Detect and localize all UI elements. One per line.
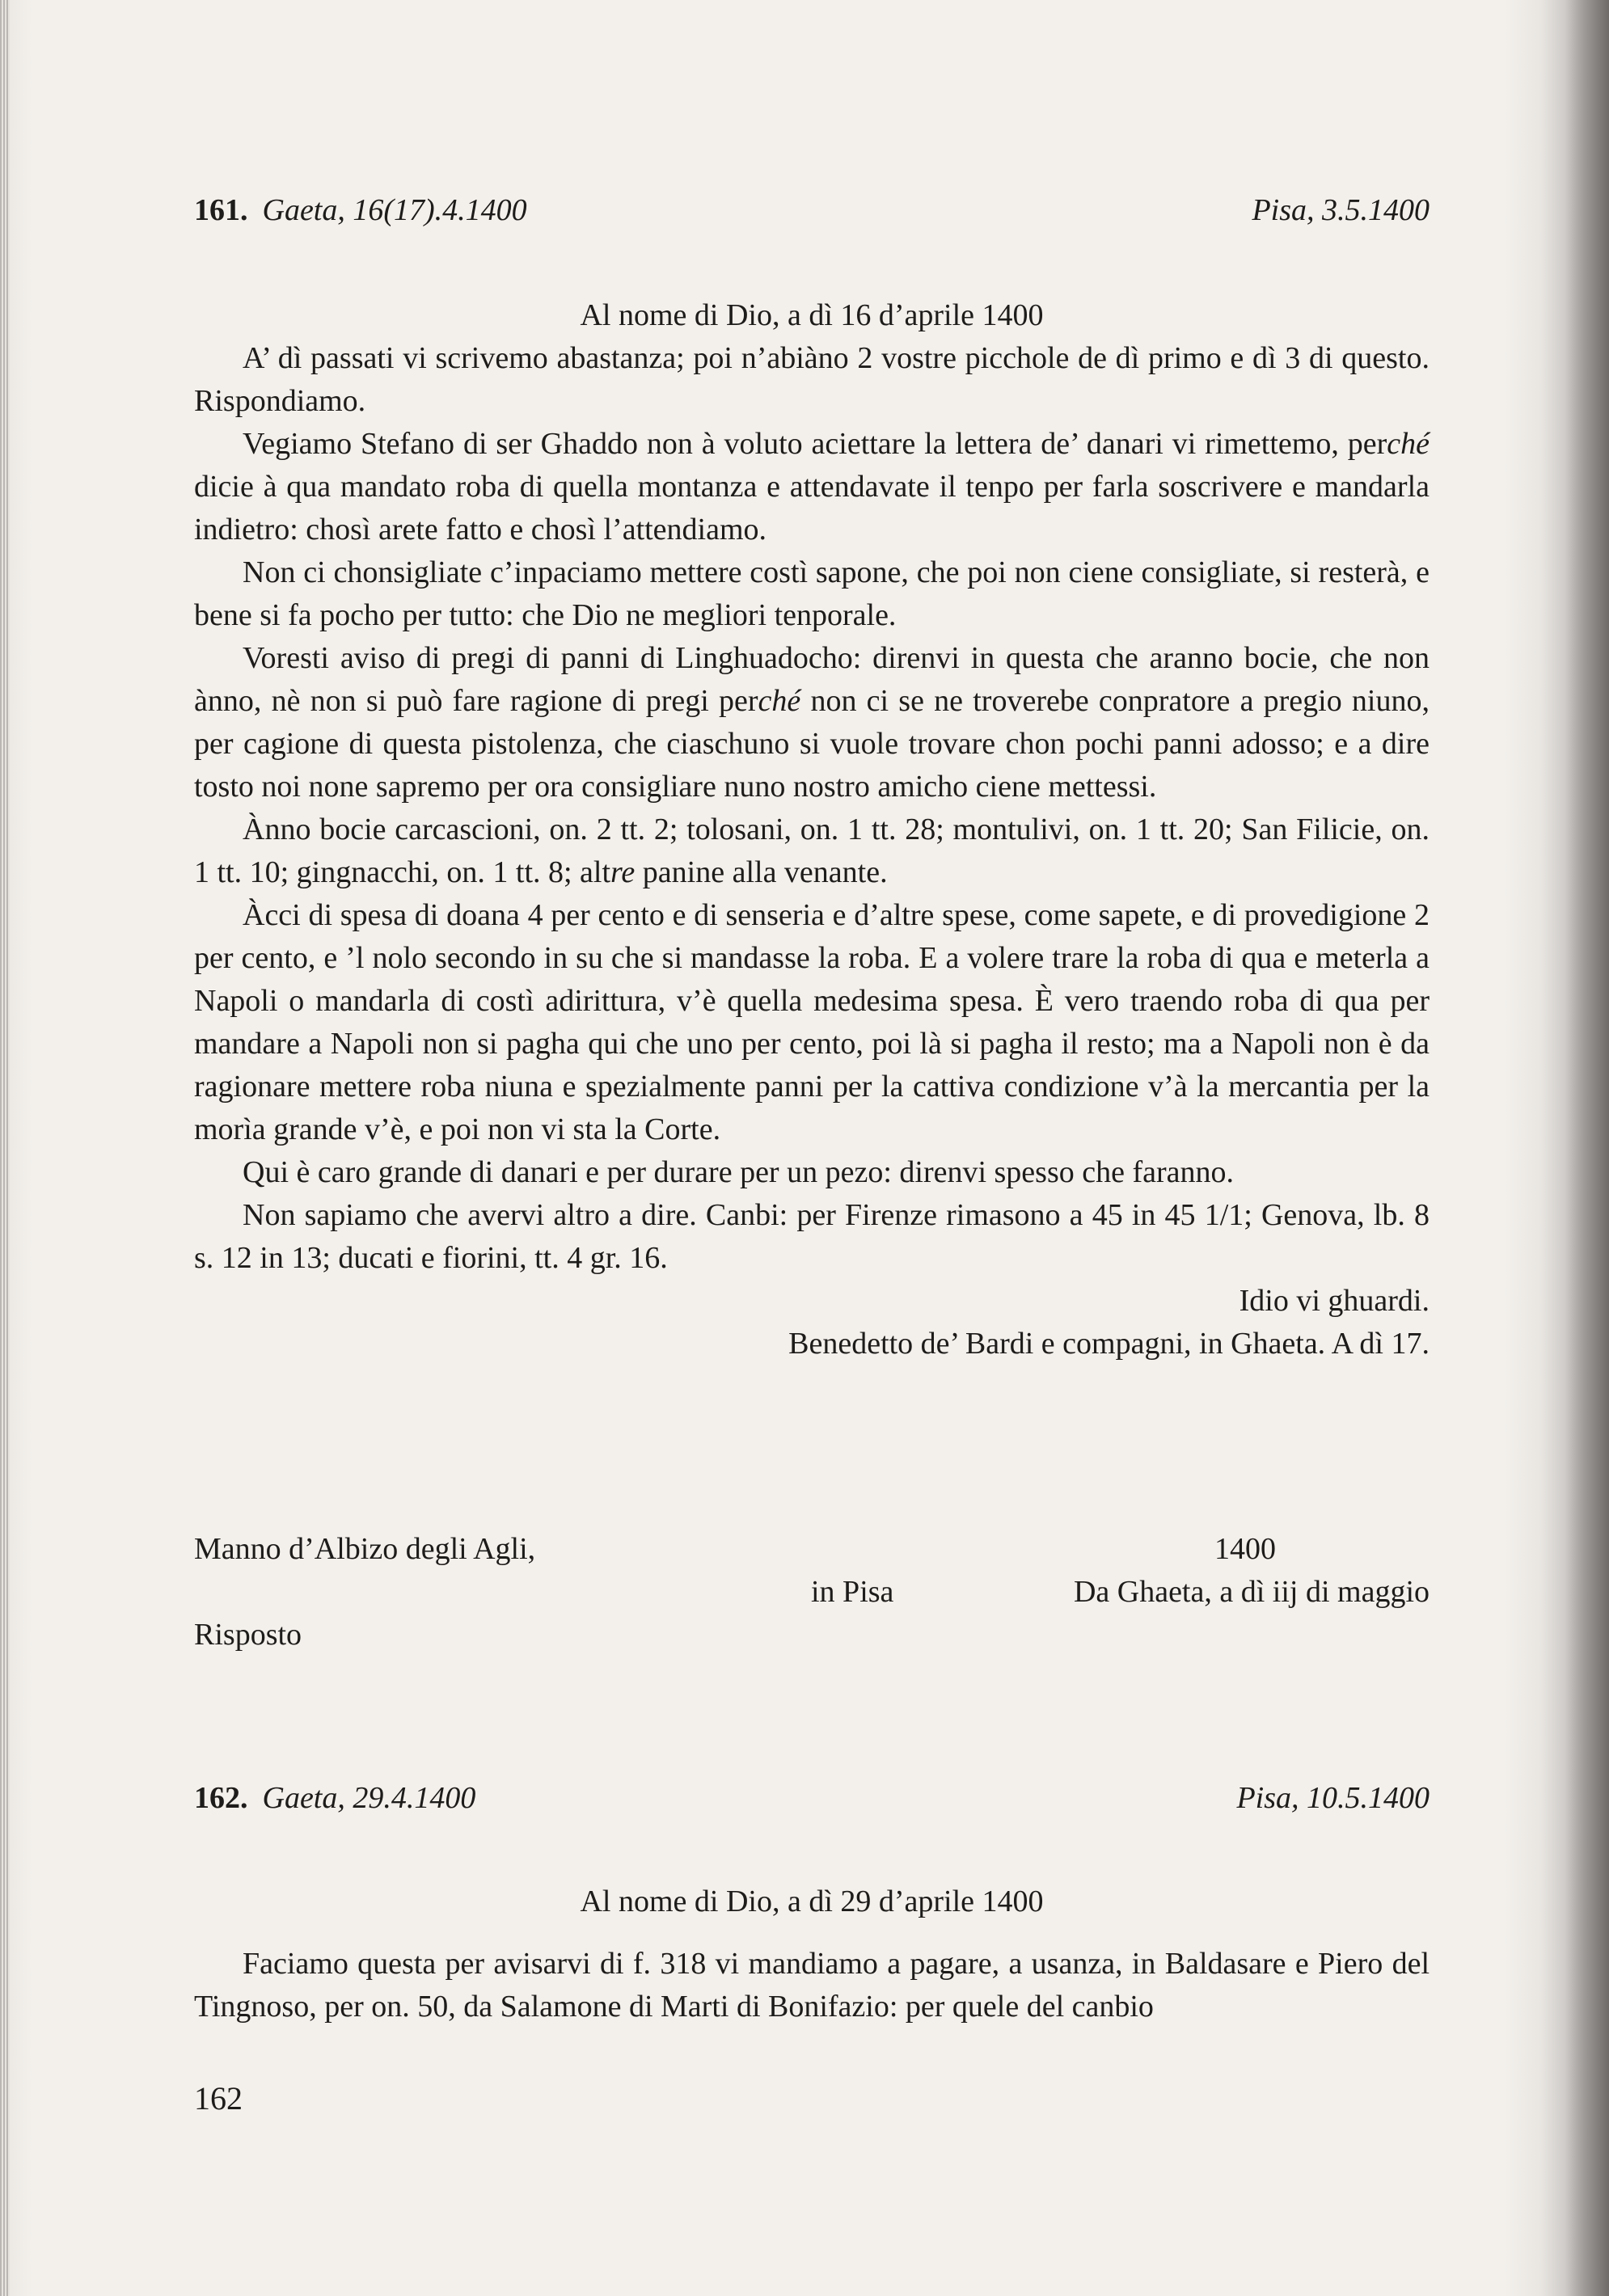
page-number: 162 — [194, 2080, 243, 2117]
letter-date-from: Gaeta, 16(17).4.1400 — [262, 193, 527, 227]
letter-date-from: Gaeta, 29.4.1400 — [262, 1781, 476, 1815]
paragraph-5: Ànno bocie carcascioni, on. 2 tt. 2; tolosani, on. 1 tt. 28; montulivi, on. 1 tt. 20; San Filicie, on. 1 tt. 10; gingnacchi, on. 1 tt. 8; altre panine alla venante. — [194, 812, 1430, 889]
addressee: Manno d’Albizo degli Agli, — [194, 1532, 536, 1566]
letter-162-header — [194, 1777, 1430, 1820]
paragraph-1: A’ dì passati vi scrivemo abastanza; poi n’abiàno 2 vostre picchole de dì primo e dì 3 di questo. Rispondiamo. — [194, 341, 1430, 418]
letter-161-body — [194, 294, 1430, 1365]
address-place: in Pisa — [811, 1575, 894, 1609]
letter-date-to: Pisa, 3.5.1400 — [1252, 193, 1430, 227]
letter-162-body — [194, 1880, 1430, 2028]
invocation: Al nome di Dio, a dì 29 d’aprile 1400 — [580, 1884, 1044, 1918]
paragraph-8: Non sapiamo che avervi altro a dire. Canbi: per Firenze rimasono a 45 in 45 1/1; Genova, lb. 8 s. 12 in 13; ducati e fiorini, tt. 4 gr. 16. — [194, 1198, 1430, 1275]
paragraph-1: Faciamo questa per avisarvi di f. 318 vi mandiamo a pagare, a usanza, in Baldasare e Piero del Tingnoso, per on. 50, da Salamone di Marti di Bonifazio: per quele del canbio — [194, 1947, 1430, 2024]
address-year: 1400 — [1214, 1532, 1276, 1566]
received-note: Da Ghaeta, a dì iij di maggio — [1073, 1575, 1430, 1609]
letter-number: 161. — [194, 193, 248, 227]
letter-date-to: Pisa, 10.5.1400 — [1236, 1781, 1430, 1815]
closing-signature: Benedetto de’ Bardi e compagni, in Ghaeta. A dì 17. — [788, 1327, 1430, 1361]
risposto-note: Risposto — [194, 1618, 302, 1652]
invocation: Al nome di Dio, a dì 16 d’aprile 1400 — [580, 298, 1044, 332]
paragraph-3: Non ci chonsigliate c’inpaciamo mettere costì sapone, che poi non ciene consigliate, si resterà, e bene si fa pocho per tutto: che Dio ne megliori tenporale. — [194, 555, 1430, 632]
book-spine — [0, 0, 10, 2296]
paragraph-4: Voresti aviso di pregi di panni di Linghuadocho: direnvi in questa che aranno bocie, che non ànno, nè non si può fare ragione di pregi perché non ci se ne troverebe conpratore a pregio niuno, per cagione di questa pistolenza, che ciaschuno si vuole trovare chon pochi panni adosso; e a dire tosto noi none sapremo per ora consigliare nuno nostro amicho ciene mettessi. — [194, 641, 1430, 804]
paragraph-6: Àcci di spesa di doana 4 per cento e di senseria e d’altre spese, come sapete, e di provedigione 2 per cento, e ’l nolo secondo in su che si mandasse la roba. E a volere trare la roba di qua e meterla a Napoli o mandarla di costì adirittura, v’è quella medesima spesa. È vero traendo roba di qua per mandare a Napoli non si pagha qui che uno per cento, poi là si pagha il resto; ma a Napoli non è da ragionare mettere roba niuna e spezialmente panni per la cattiva condizione v’à la mercantia per la morìa grande v’è, e poi non vi sta la Corte. — [194, 898, 1430, 1146]
paragraph-7: Qui è caro grande di danari e per durare per un pezo: direnvi spesso che faranno. — [243, 1155, 1235, 1189]
letter-161-header — [194, 189, 1430, 232]
paragraph-2: Vegiamo Stefano di ser Ghaddo non à voluto aciettare la lettera de’ danari vi rimettemo, perché dicie à qua mandato roba di quella montanza e attendavate il tenpo per farla soscrivere e mandarla indietro: chosì arete fatto e chosì l’attendiamo. — [194, 427, 1430, 547]
closing-greeting: Idio vi ghuardi. — [1239, 1284, 1430, 1318]
letter-number: 162. — [194, 1781, 248, 1815]
